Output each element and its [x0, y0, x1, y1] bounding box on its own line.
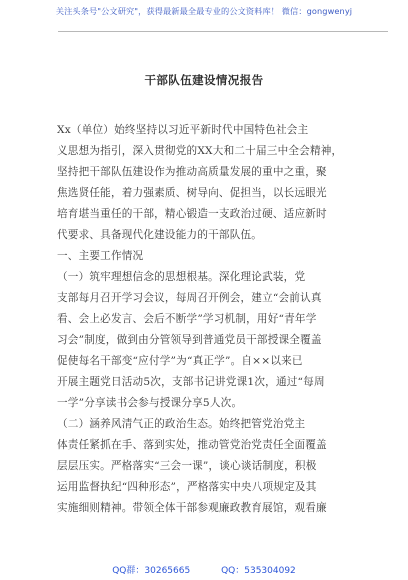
text-line: 体责任紧抓在手、落到实处，推动管党治党责任全面覆盖 [57, 439, 327, 451]
text-line: 坚持把干部队伍建设作为推动高质量发展的重中之重，聚 [57, 166, 327, 178]
text-line: 促使每名干部变“应付学”为“真正学”。自××以来已 [57, 355, 303, 367]
text-line: 实施细则精神。带领全体干部参观廉政教育展馆，观看廉 [57, 502, 327, 514]
footer-qq: QQ：535304092 [221, 566, 296, 576]
text-line: 开展主题党日活动5次，支部书记讲党课1次，通过“每周 [57, 376, 325, 388]
text-line: 培育堪当重任的干部，精心锻造一支政治过硬、适应新时 [57, 208, 327, 220]
header-divider [58, 31, 388, 32]
paragraph-ideals [57, 267, 349, 414]
text-line: Xx（单位）始终坚持以习近平新时代中国特色社会主 [57, 124, 309, 136]
document-body [57, 120, 349, 519]
paragraph-ecology [57, 414, 349, 519]
text-line: 一学”分享读书会参与授课分享5人次。 [57, 397, 243, 409]
text-line: 运用监督执纪“四种形态”，严格落实中央八项规定及其 [57, 481, 317, 493]
text-line: （二）涵养风清气正的政治生态。始终把管党治党主 [57, 418, 306, 430]
text-line: 看、会上必发言、会后不断学”学习机制，用好“青年学 [57, 313, 317, 325]
footer-contact [0, 563, 408, 576]
paragraph-intro [57, 120, 349, 246]
text-line: （一）筑牢理想信念的思想根基。深化理论武装，党 [57, 271, 306, 283]
text-line: 层层压实。严格落实“三会一课”，谈心谈话制度，积极 [57, 460, 317, 472]
text-line: 义思想为指引，深入贯彻党的XX大和二十届三中全会精神， [57, 145, 343, 157]
text-line: 代要求、具备现代化建设能力的干部队伍。 [57, 229, 263, 241]
text-line: 焦选贤任能，着力强素质、树导向、促担当，以长远眼光 [57, 187, 327, 199]
footer-qq-group: QQ群：30265665 [112, 566, 191, 576]
document-title: 干部队伍建设情况报告 [144, 73, 264, 87]
header-promo-banner: 关注头条号"公文研究"，获得最新最全最专业的公文资料库！ 微信：gongwenyj [55, 6, 353, 16]
text-line: 一、主要工作情况 [57, 250, 144, 262]
text-line: 支部每月召开学习会议，每周召开例会，建立“会前认真 [57, 292, 322, 304]
section-heading [57, 246, 349, 267]
text-line: 习会”制度，做到由分管领导到普通党员干部授课全覆盖 [57, 334, 322, 346]
